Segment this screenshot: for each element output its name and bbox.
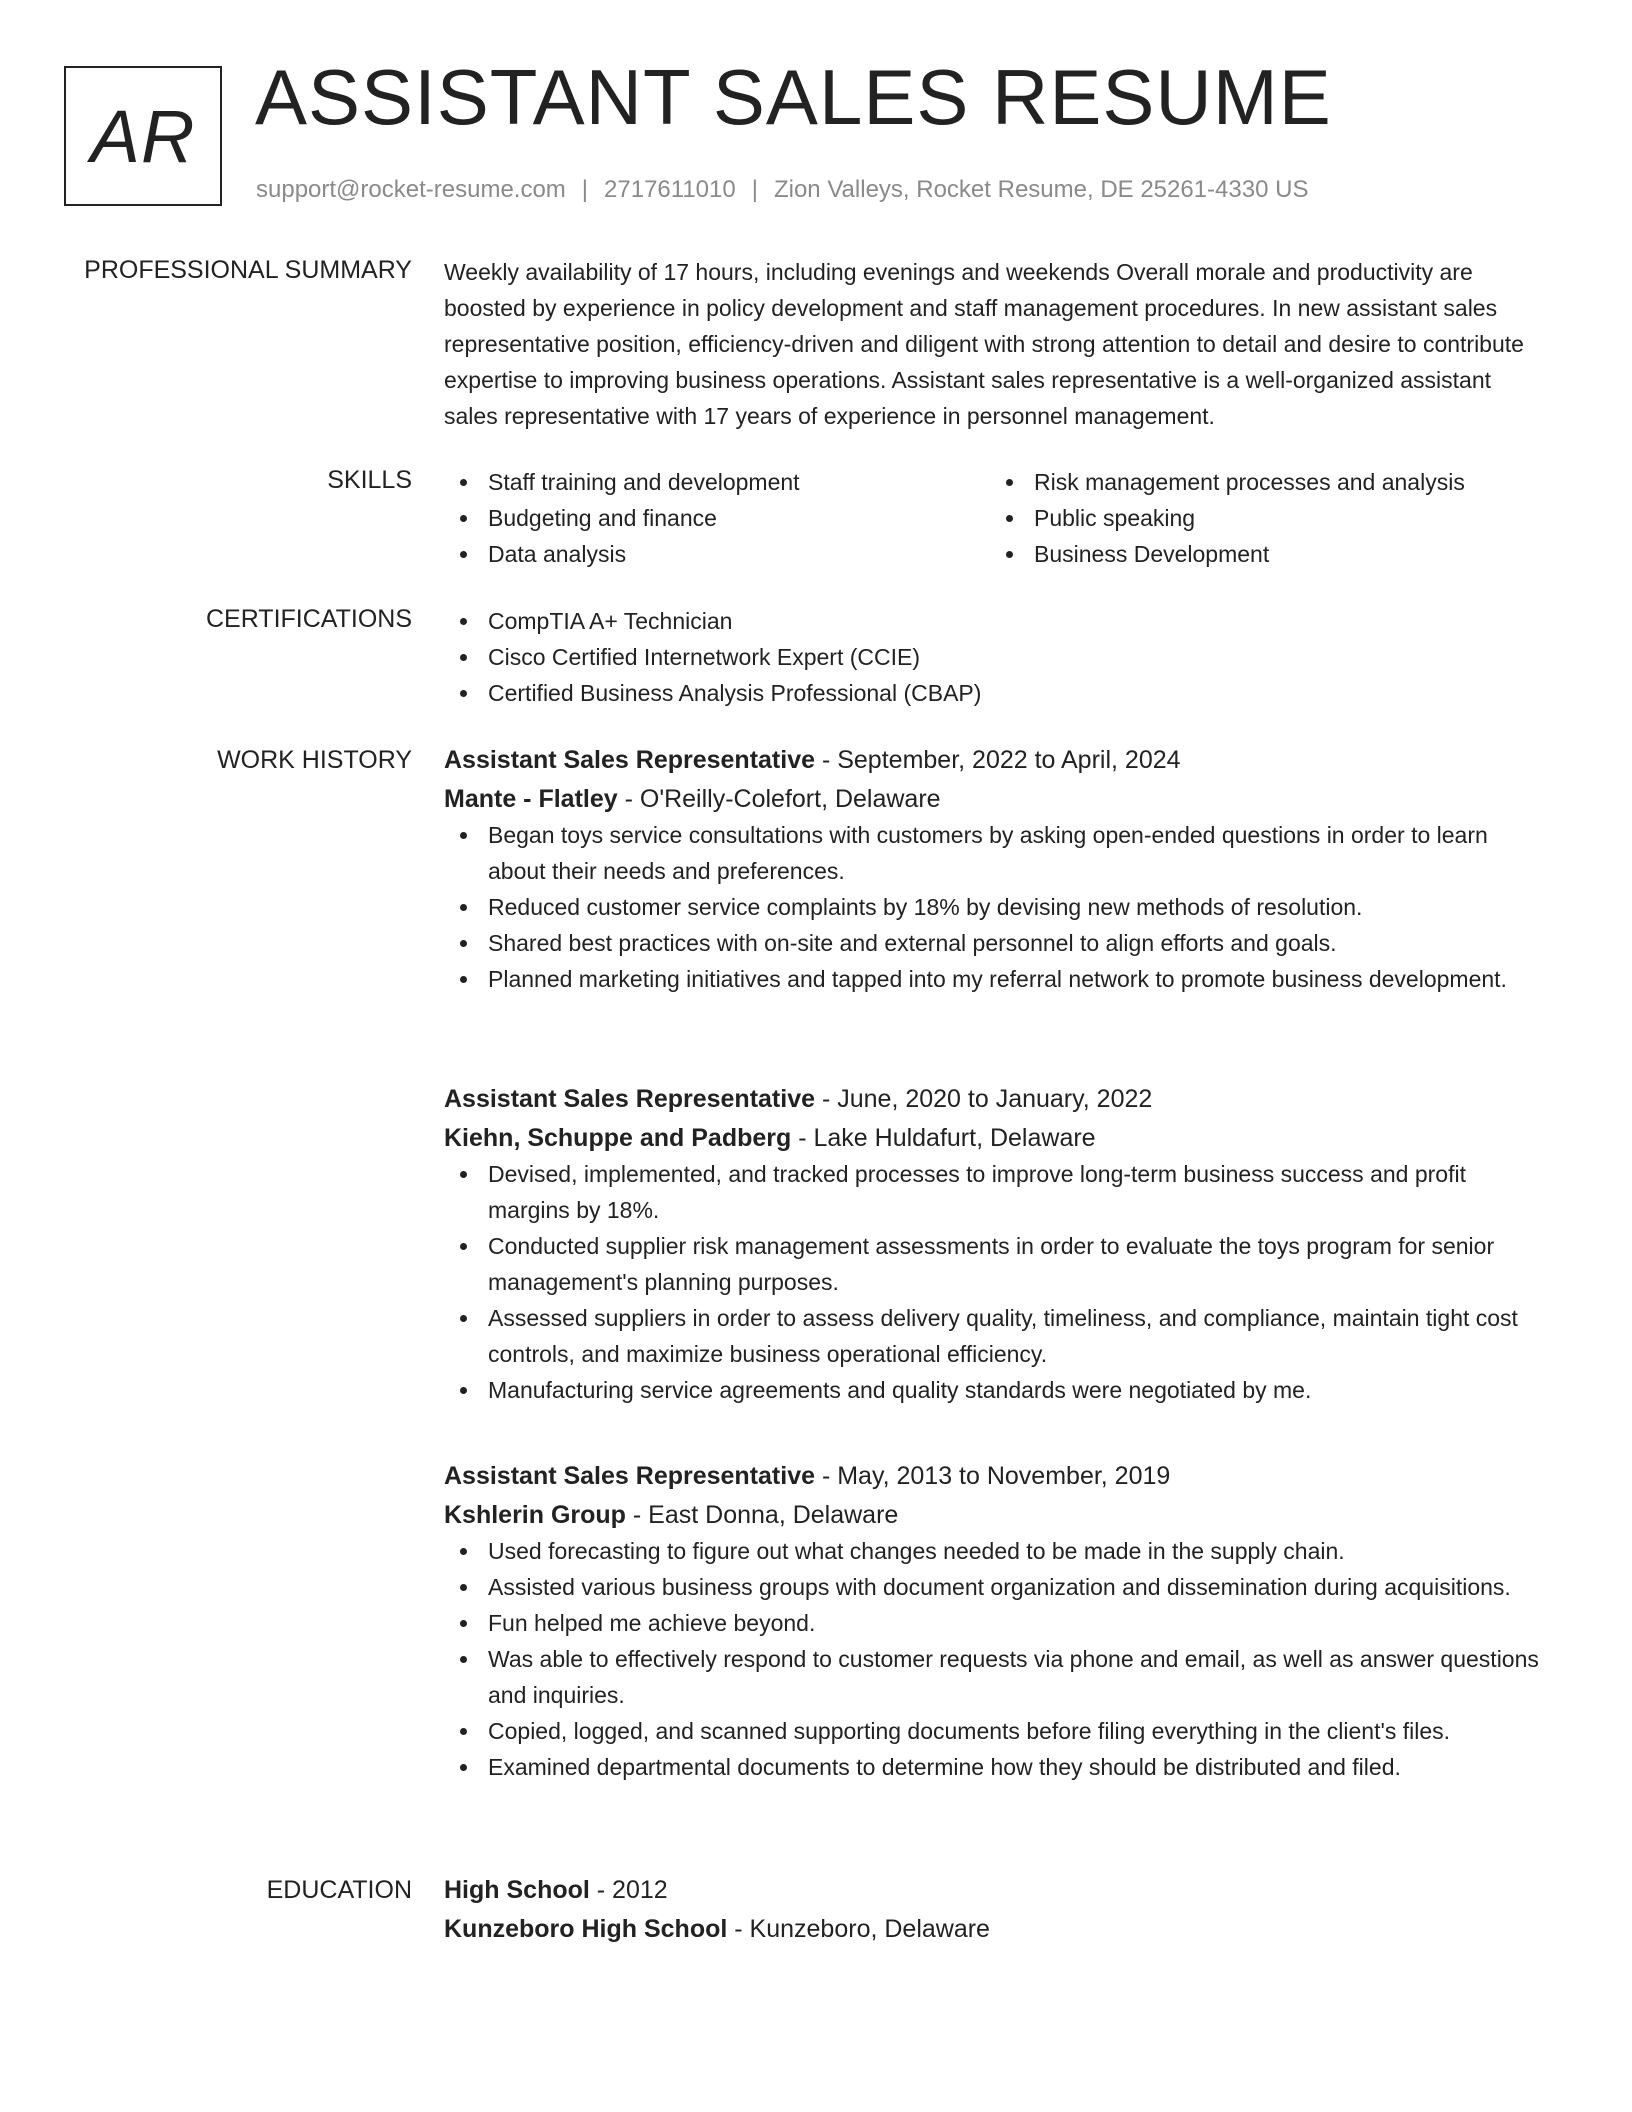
list-item: Began toys service consultations with customers by asking open-ended questions in order to learn about their needs and preferences. bbox=[444, 817, 1544, 889]
section-title-skills: SKILLS bbox=[327, 466, 412, 494]
education-school: Kunzeboro High School bbox=[444, 1915, 728, 1943]
skills-list-right bbox=[990, 464, 1536, 572]
job-role: Assistant Sales Representative bbox=[444, 746, 816, 774]
education-location: - Kunzeboro, Delaware bbox=[727, 1915, 990, 1943]
summary-body bbox=[444, 254, 1544, 434]
summary-text: Weekly availability of 17 hours, including evenings and weekends Overall morale and productivity are boosted by experience in policy development and staff management procedures. In new assistant sales representative position, efficiency-driven and diligent with strong attention to detail and desire to contribute expertise to improving business operations. Assistant sales representative is a well-organized assistant sales representative with 17 years of experience in personnel management. bbox=[444, 259, 1524, 429]
list-item: Risk management processes and analysis bbox=[990, 464, 1536, 500]
contact-address: Zion Valleys, Rocket Resume, DE 25261-4330 US bbox=[773, 176, 1309, 203]
list-item: Assisted various business groups with document organization and dissemination during acquisitions. bbox=[444, 1569, 1544, 1605]
list-item: Copied, logged, and scanned supporting documents before filing everything in the client's files. bbox=[444, 1713, 1544, 1749]
section-title-summary: PROFESSIONAL SUMMARY bbox=[84, 256, 412, 284]
contact-separator: | bbox=[581, 176, 589, 203]
list-item: Used forecasting to figure out what changes needed to be made in the supply chain. bbox=[444, 1533, 1544, 1569]
resume-title: ASSISTANT SALES RESUME bbox=[255, 53, 1332, 141]
list-item: CompTIA A+ Technician bbox=[444, 603, 1544, 639]
job-role: Assistant Sales Representative bbox=[444, 1462, 816, 1490]
list-item: Business Development bbox=[990, 536, 1536, 572]
job-dates: - June, 2020 to January, 2022 bbox=[815, 1085, 1153, 1113]
job-dates: - September, 2022 to April, 2024 bbox=[815, 746, 1181, 774]
job-company: Kiehn, Schuppe and Padberg bbox=[444, 1124, 792, 1152]
education-school-line bbox=[444, 1911, 1544, 1947]
job-entry bbox=[444, 742, 1544, 997]
job-location: - East Donna, Delaware bbox=[625, 1501, 899, 1529]
contact-phone[interactable]: 2717611010 bbox=[604, 176, 736, 203]
job-bullets bbox=[444, 1533, 1544, 1785]
job-company-line bbox=[444, 781, 1544, 817]
skills-body bbox=[444, 464, 1544, 572]
list-item: Cisco Certified Internetwork Expert (CCIE) bbox=[444, 639, 1544, 675]
section-title-work-history: WORK HISTORY bbox=[217, 746, 412, 774]
education-degree-line bbox=[444, 1872, 1544, 1908]
list-item: Staff training and development bbox=[444, 464, 990, 500]
job-dates: - May, 2013 to November, 2019 bbox=[815, 1462, 1171, 1490]
job-company: Mante - Flatley bbox=[444, 785, 618, 813]
section-title-education: EDUCATION bbox=[266, 1876, 412, 1904]
job-title-line bbox=[444, 1458, 1544, 1494]
education-degree: High School bbox=[444, 1876, 590, 1904]
job-company: Kshlerin Group bbox=[444, 1501, 626, 1529]
list-item: Conducted supplier risk management assessments in order to evaluate the toys program for senior management's planning purposes. bbox=[444, 1228, 1544, 1300]
job-company-line bbox=[444, 1497, 1544, 1533]
list-item: Fun helped me achieve beyond. bbox=[444, 1605, 1544, 1641]
job-location: - Lake Huldafurt, Delaware bbox=[791, 1124, 1096, 1152]
monogram-box bbox=[64, 66, 222, 206]
education-body bbox=[444, 1872, 1544, 1947]
list-item: Assessed suppliers in order to assess delivery quality, timeliness, and compliance, maintain tight cost controls, and maximize business operational efficiency. bbox=[444, 1300, 1544, 1372]
list-item: Devised, implemented, and tracked processes to improve long-term business success and profit margins by 18%. bbox=[444, 1156, 1544, 1228]
section-title-certifications: CERTIFICATIONS bbox=[205, 605, 412, 633]
job-company-line bbox=[444, 1120, 1544, 1156]
job-title-line bbox=[444, 1081, 1544, 1117]
contact-line bbox=[256, 176, 1308, 204]
job-role: Assistant Sales Representative bbox=[444, 1085, 816, 1113]
monogram-initials: AR bbox=[90, 94, 196, 178]
skills-list-left bbox=[444, 464, 990, 572]
job-bullets bbox=[444, 1156, 1544, 1408]
list-item: Reduced customer service complaints by 18% by devising new methods of resolution. bbox=[444, 889, 1544, 925]
list-item: Certified Business Analysis Professional (CBAP) bbox=[444, 675, 1544, 711]
contact-separator: | bbox=[751, 176, 758, 203]
list-item: Examined departmental documents to determine how they should be distributed and filed. bbox=[444, 1749, 1544, 1785]
job-title-line bbox=[444, 742, 1544, 778]
job-bullets bbox=[444, 817, 1544, 997]
list-item: Public speaking bbox=[990, 500, 1536, 536]
job-location: - O'Reilly-Colefort, Delaware bbox=[617, 785, 941, 813]
list-item: Shared best practices with on-site and external personnel to align efforts and goals. bbox=[444, 925, 1544, 961]
certifications-body bbox=[444, 603, 1544, 711]
list-item: Data analysis bbox=[444, 536, 990, 572]
list-item: Was able to effectively respond to customer requests via phone and email, as well as answer questions and inquiries. bbox=[444, 1641, 1544, 1713]
job-entry bbox=[444, 1081, 1544, 1408]
list-item: Manufacturing service agreements and quality standards were negotiated by me. bbox=[444, 1372, 1544, 1408]
contact-email[interactable]: support@rocket-resume.com bbox=[256, 176, 566, 203]
job-entry bbox=[444, 1458, 1544, 1785]
certifications-list bbox=[444, 603, 1544, 711]
education-year: - 2012 bbox=[589, 1876, 668, 1904]
list-item: Planned marketing initiatives and tapped into my referral network to promote business development. bbox=[444, 961, 1544, 997]
list-item: Budgeting and finance bbox=[444, 500, 990, 536]
